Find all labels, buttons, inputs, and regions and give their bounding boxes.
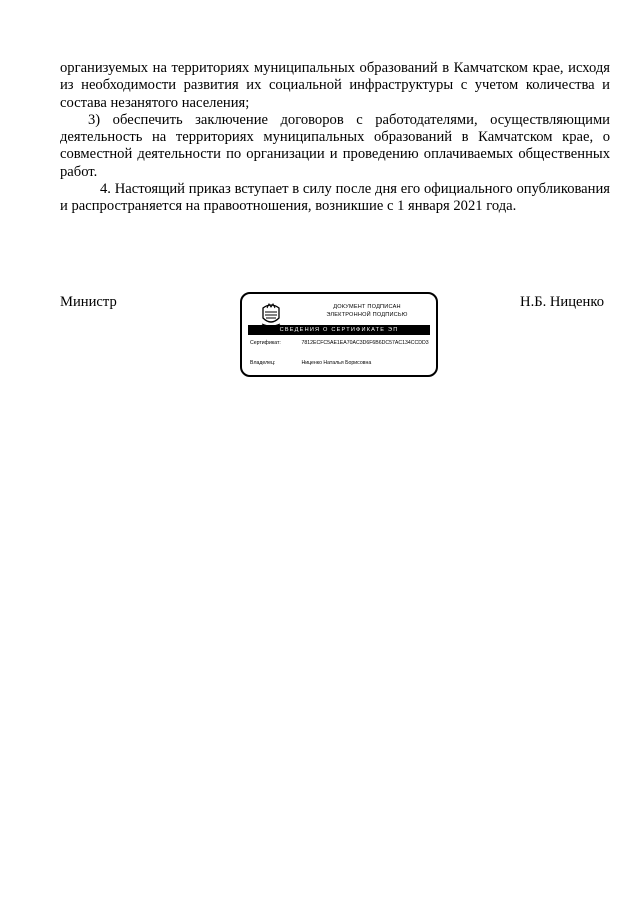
stamp-cert-row — [250, 340, 429, 346]
stamp-cert-bar: СВЕДЕНИЯ О СЕРТИФИКАТЕ ЭП — [248, 325, 430, 335]
stamp-heading — [302, 303, 432, 319]
cert-value: 7812ECFC5AE1EA70AC3D6F6B6DC57AC134CCDD3 — [301, 340, 429, 346]
owner-label: Владелец: — [250, 360, 276, 366]
paragraph-item-4: 4. Настоящий приказ вступает в силу после дня его официального опубликования и распространяется на правоотношения, возникшие с 1 января 2021 года. — [60, 181, 610, 215]
paragraph-item-3: 3) обеспечить заключение договоров с работодателями, осуществляющими деятельность на территориях муниципальных образований в Камчатском крае, о совместной деятельности по организации и проведению оплачиваемых общественных работ. — [60, 111, 610, 180]
signer-name: Н.Б. Ниценко — [520, 294, 604, 310]
paragraph-continuation: организуемых на территориях муниципальных образований в Камчатском крае, исходя из необходимости развития их социальной инфраструктуры с учетом количества и состава незанятого населения; — [60, 60, 610, 111]
electronic-signature-stamp — [240, 292, 438, 377]
stamp-heading-line1: ДОКУМЕНТ ПОДПИСАН — [333, 304, 401, 310]
signer-position: Министр — [60, 294, 117, 310]
cert-label: Сертификат: — [250, 340, 281, 346]
stamp-heading-line2: ЭЛЕКТРОННОЙ ПОДПИСЬЮ — [326, 312, 408, 318]
coat-of-arms-icon — [260, 300, 282, 328]
stamp-owner-row — [250, 360, 371, 366]
owner-value: Ниценко Наталья Борисовна — [301, 360, 372, 366]
